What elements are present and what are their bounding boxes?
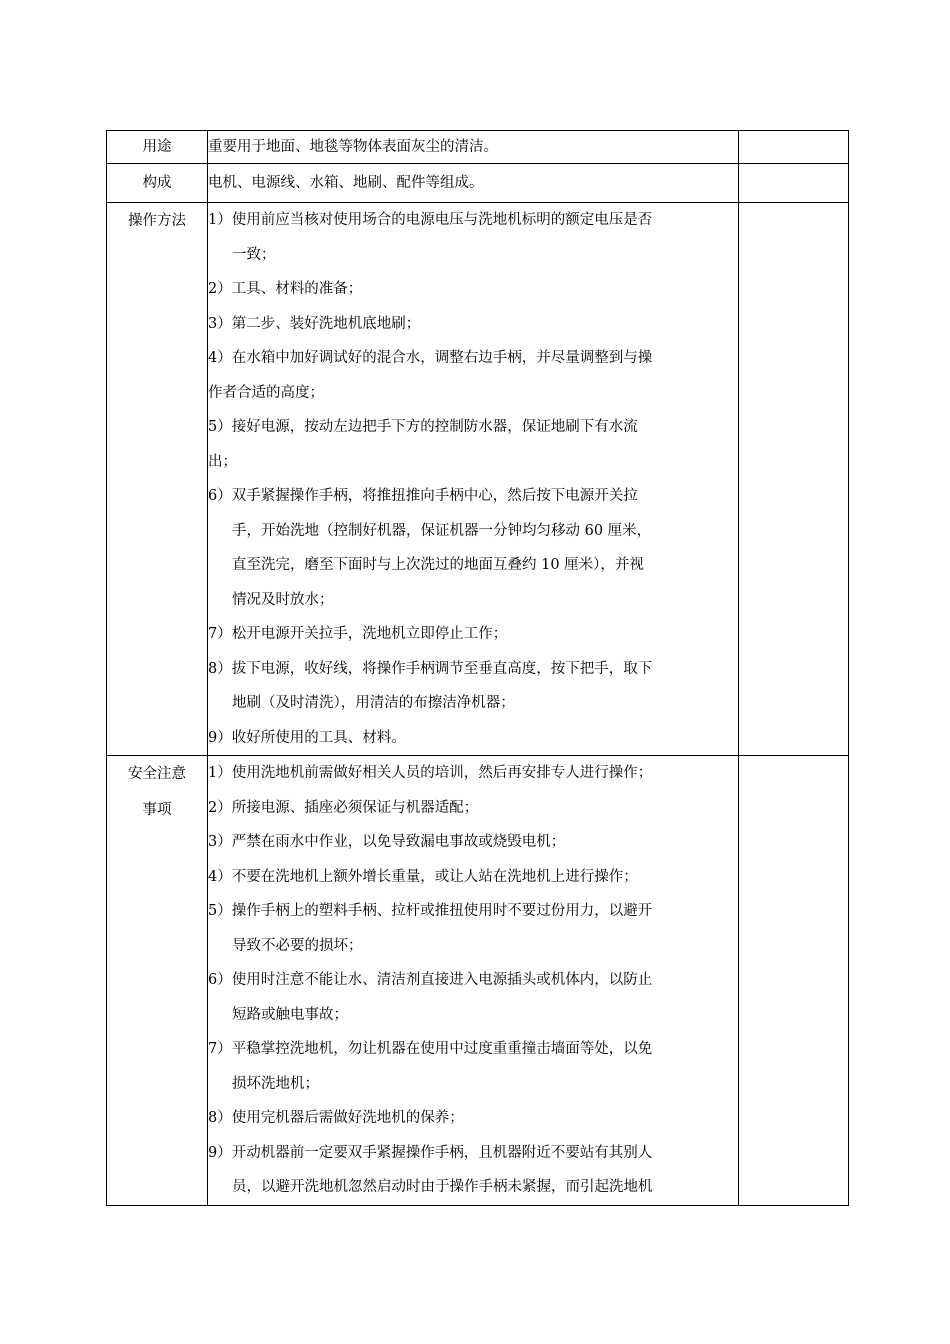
empty-cell [739,131,849,164]
row-label-usage: 用途 [107,131,208,164]
list-item: 2）工具、材料的准备； [208,281,363,297]
usage-text: 重要用于地面、地毯等物体表面灰尘的清洁。 [208,131,739,164]
list-item: 5）操作手柄上的塑料手柄、拉杆或推扭使用时不要过份用力，以避开 导致不必要的损坏； [208,903,653,954]
list-item: 3）严禁在雨水中作业，以免导致漏电事故或烧毁电机； [208,834,566,850]
composition-text: 电机、电源线、水箱、地刷、配件等组成。 [208,164,739,203]
safety-notes [208,756,739,1206]
equipment-spec-table [106,130,849,1206]
list-item: 9）开动机器前一定要双手紧握操作手柄，且机器附近不要站有其别人 员，以避开洗地机忽然启动时由于操作手柄未紧握，而引起洗地机 [208,1144,653,1195]
empty-cell [739,164,849,203]
empty-cell [739,756,849,1206]
list-item: 2）所接电源、插座必须保证与机器适配； [208,799,479,816]
list-item: 7）平稳掌控洗地机，勿让机器在使用中过度重重撞击墙面等处，以免 损坏洗地机； [208,1041,653,1092]
list-item: 8）拔下电源，收好线，将操作手柄调节至垂直高度，按下把手，取下 地刷（及时清洗），用清洁的布擦洁净机器； [208,660,653,711]
list-item: 6）双手紧握操作手柄，将推扭推向手柄中心，然后按下电源开关拉 手，开始洗地（控制好机器，保证机器一分钟均匀移动 60 厘米， 直至洗完，磨至下面时与上次洗过的地面互叠约 10 厘米），并视 情况及时放水； [208,488,652,608]
list-item: 1）使用洗地机前需做好相关人员的培训，然后再安排专人进行操作； [208,765,653,781]
list-item: 8）使用完机器后需做好洗地机的保养； [208,1110,464,1126]
list-item: 1）使用前应当核对使用场合的电源电压与洗地机标明的额定电压是否 一致； [208,212,653,263]
list-item: 5）接好电源，按动左边把手下方的控制防水器，保证地刷下有水流 出； [208,419,638,470]
empty-cell [739,203,849,756]
list-item: 3）第二步、装好洗地机底地刷； [208,315,421,332]
row-label-operation: 操作方法 [107,203,208,756]
table-row-safety [107,756,849,1206]
table-row-usage [107,131,849,164]
table-row-composition [107,164,849,203]
list-item: 6）使用时注意不能让水、清洁剂直接进入电源插头或机体内，以防止 短路或触电事故； [208,972,653,1023]
list-item: 7）松开电源开关拉手，洗地机立即停止工作； [208,626,508,642]
list-item: 4）在水箱中加好调试好的混合水，调整右边手柄，并尽量调整到与操 作者合适的高度； [208,350,653,401]
list-item: 9）收好所使用的工具、材料。 [208,729,406,746]
row-label-safety: 安全注意 事项 [107,756,208,1206]
list-item: 4）不要在洗地机上额外增长重量，或让人站在洗地机上进行操作； [208,868,638,885]
operation-steps [208,203,739,756]
row-label-composition: 构成 [107,164,208,203]
table-row-operation [107,203,849,756]
